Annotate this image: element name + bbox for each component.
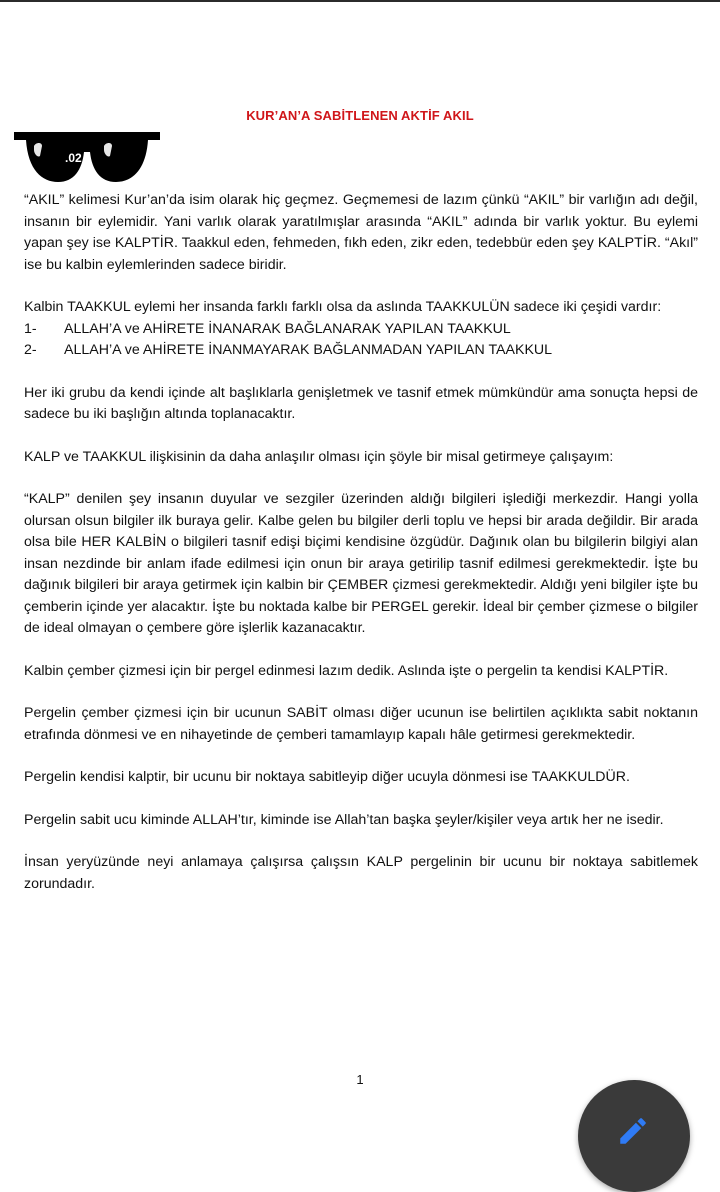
edit-fab-button[interactable] <box>578 1080 690 1192</box>
list-number: 2- <box>24 342 37 358</box>
paragraph: “AKIL” kelimesi Kur’an’da isim olarak hiç geçmez. Geçmemesi de lazım çünkü “AKIL” bir varlığın adı değil, insanın bir eylemidir. Yani varlık olarak yaratılmışlar arasında “AKIL” adında bir varlık yoktur. Bu eylemi yapan şey ise KALPTİR. Taakkul eden, fehmeden, fıkh eden, zikr eden, tedebbür eden şey KALPTİR. “Akıl” ise bu kalbin eylemlerinden sadece biridir. <box>24 192 698 273</box>
list-item <box>24 340 698 362</box>
list-item <box>24 319 698 341</box>
paragraph: Pergelin kendisi kalptir, bir ucunu bir noktaya sabitleyip diğer ucuyla dönmesi ise TAAKKULDÜR. <box>24 769 630 785</box>
paragraph: “KALP” denilen şey insanın duyular ve sezgiler üzerinden aldığı bilgileri işlediği merkezdir. Hangi yolla olursan olsun bilgiler ilk buraya gelir. Kalbe gelen bu bilgiler derli toplu ve hepsi bir arada değildir. Bir arada olsa bile HER KALBİN o bilgileri tasnif edişi biçimi kendisine özgüdür. Dağınık olan bu bilgilerin bilgiyi alan insan nezdinde bir anlam ifade edilmesi için onun bir araya getirilip tasnif edilmesi gerekmektedir. İşte bu dağınık bilgileri bir araya getirmek için kalbin bir ÇEMBER çizmesi gerekmektedir. Aldığı yeni bilgiler işte bu çemberin içinde yer alacaktır. İşte bu noktada kalbe bir PERGEL gerekir. İdeal bir çember çizmese o bilgiler de ideal olmayan o çembere göre işlerlik kazanacaktır. <box>24 491 698 636</box>
list-text: ALLAH’A ve AHİRETE İNANARAK BAĞLANARAK YAPILAN TAAKKUL <box>64 320 511 337</box>
paragraph: Her iki grubu da kendi içinde alt başlıklarla genişletmek ve tasnif etmek mümkündür ama sonuçta hepsi de sadece bu iki başlığın altında toplanacaktır. <box>24 384 698 422</box>
paragraph: İnsan yeryüzünde neyi anlamaya çalışırsa çalışsın KALP pergelinin bir ucunu bir noktaya sabitlemek zorundadır. <box>24 854 698 892</box>
numbered-list <box>24 319 698 362</box>
sunglasses-icon <box>12 126 162 184</box>
list-number: 1- <box>24 320 37 337</box>
sticker-overlay-text: .02 <box>65 151 82 165</box>
paragraph: KALP ve TAAKKUL ilişkisinin da daha anlaşılır olması için şöyle bir misal getirmeye çalışayım: <box>24 448 614 465</box>
list-text: ALLAH’A ve AHİRETE İNANMAYARAK BAĞLANMADAN YAPILAN TAAKKUL <box>64 342 553 358</box>
pencil-icon <box>616 1114 650 1148</box>
paragraph: Pergelin sabit ucu kiminde ALLAH’tır, kiminde ise Allah’tan başka şeyler/kişiler veya artık her ne isedir. <box>24 811 664 828</box>
page-number: 1 <box>356 1072 364 1087</box>
paragraph: Pergelin çember çizmesi için bir ucunun SABİT olması diğer ucunun ise belirtilen açıklıkta sabit noktanın etrafında dönmesi ve en nihayetinde de çemberi tamamlayıp kapalı hâle getirmesi gerekmektedir. <box>24 705 698 743</box>
top-divider <box>0 0 720 2</box>
document-body <box>24 190 698 916</box>
paragraph: Kalbin çember çizmesi için bir pergel edinmesi lazım dedik. Aslında işte o pergelin ta kendisi KALPTİR. <box>24 662 669 679</box>
paragraph: Kalbin TAAKKUL eylemi her insanda farklı farklı olsa da aslında TAAKKULÜN sadece iki çeşidi vardır: <box>24 299 662 315</box>
document-title: KUR’AN’A SABİTLENEN AKTİF AKIL <box>246 108 474 123</box>
